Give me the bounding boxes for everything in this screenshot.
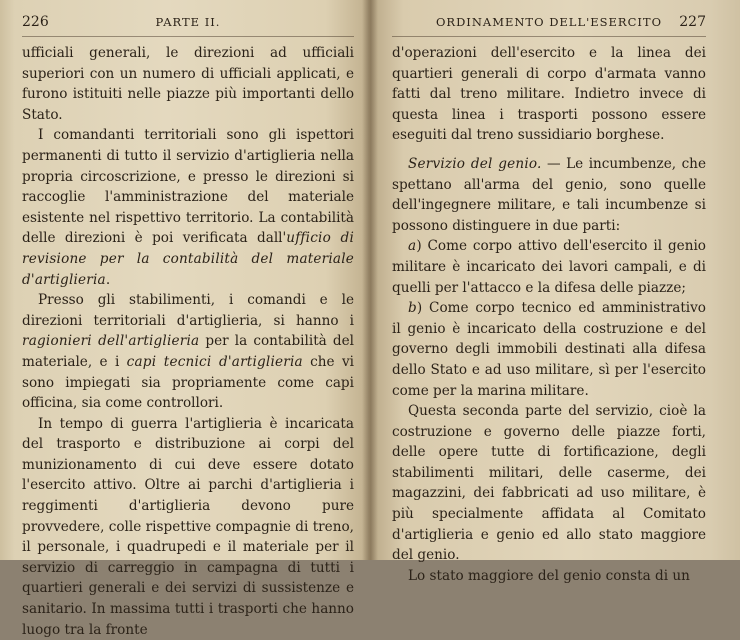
left-page-text: [22, 43, 354, 640]
section-heading-paragraph: Servizio del genio. — Le incumbenze, che spettano all'arma del genio, sono quelle dell'ingegnere militare, e tali incumbenze si possono distinguere in due parti:: [392, 155, 706, 234]
left-page-number: 226: [22, 14, 49, 30]
paragraph: In tempo di guerra l'artiglieria è incaricata del trasporto e distribuzione ai corpi del munizionamento di cui deve essere dotato l'esercito attivo. Oltre ai parchi d'artiglieria i reggimenti d'artiglieria devono pure provvedere, colle rispettive compagnie di treno, il personale, i quadrupedi e il materiale per il servizio di carreggio in campagna di tutti i quartieri generali e dei servizi di sussistenze e sanitario. In massima tutti i trasporti che hanno luogo tra la fronte: [22, 415, 354, 638]
paragraph: d'operazioni dell'esercito e la linea dei quartieri generali di corpo d'armata vanno fatti dal treno militare. Indietro invece di questa linea i trasporti possono essere eseguiti dal treno sussidiario borghese.: [392, 45, 706, 144]
right-running-head: ORDINAMENTO DELL'ESERCITO: [435, 15, 663, 29]
list-item: a) Come corpo attivo dell'esercito il genio militare è incaricato dei lavori campali, e di quelli per l'attacco e la difesa delle piazze;: [392, 238, 706, 296]
left-page: [0, 0, 370, 638]
left-page-header: [22, 12, 354, 37]
paragraph: Questa seconda parte del servizio, cioè la costruzione e governo delle piazze forti, delle opere tutte di fortificazione, degli stabilimenti militari, delle caserme, dei magazzini, dei fabbricati ad uso militare, è più specialmente affidata al Comitato d'artiglieria e genio ed allo stato maggiore del genio.: [392, 403, 706, 564]
paragraph: Presso gli stabilimenti, i comandi e le direzioni territoriali d'artiglieria, si hanno i ragionieri dell'artiglieria per la contabilità del materiale, e i capi tecnici d'artiglieria che vi sono impiegati sia propriamente come capi officina, sia come controllori.: [22, 292, 354, 412]
right-page-text: [392, 43, 706, 586]
paragraph: ufficiali generali, le direzioni ad ufficiali superiori con un numero di ufficiali applicati, e furono istituiti nelle piazze più importanti dello Stato.: [22, 45, 354, 123]
left-running-head: PARTE II.: [155, 15, 221, 29]
right-page-number: 227: [679, 14, 706, 30]
list-item: b) Come corpo tecnico ed amministrativo il genio è incaricato della costruzione e del governo degli immobili destinati alla difesa dello Stato e ad uso militare, sì per l'esercito come per la marina militare.: [392, 300, 706, 399]
right-page: [370, 0, 740, 584]
book-gutter: [362, 0, 378, 560]
right-page-header: [392, 12, 706, 37]
paragraph: Lo stato maggiore del genio consta di un: [408, 567, 690, 584]
paragraph: I comandanti territoriali sono gli ispettori permanenti di tutto il servizio d'artiglieria nella propria circoscrizione, e presso le direzioni si raccoglie l'amministrazione del materiale esistente nel rispettivo territorio. La contabilità delle direzioni è poi verificata dall'ufficio di revisione per la contabilità del materiale d'artiglieria.: [22, 127, 354, 288]
